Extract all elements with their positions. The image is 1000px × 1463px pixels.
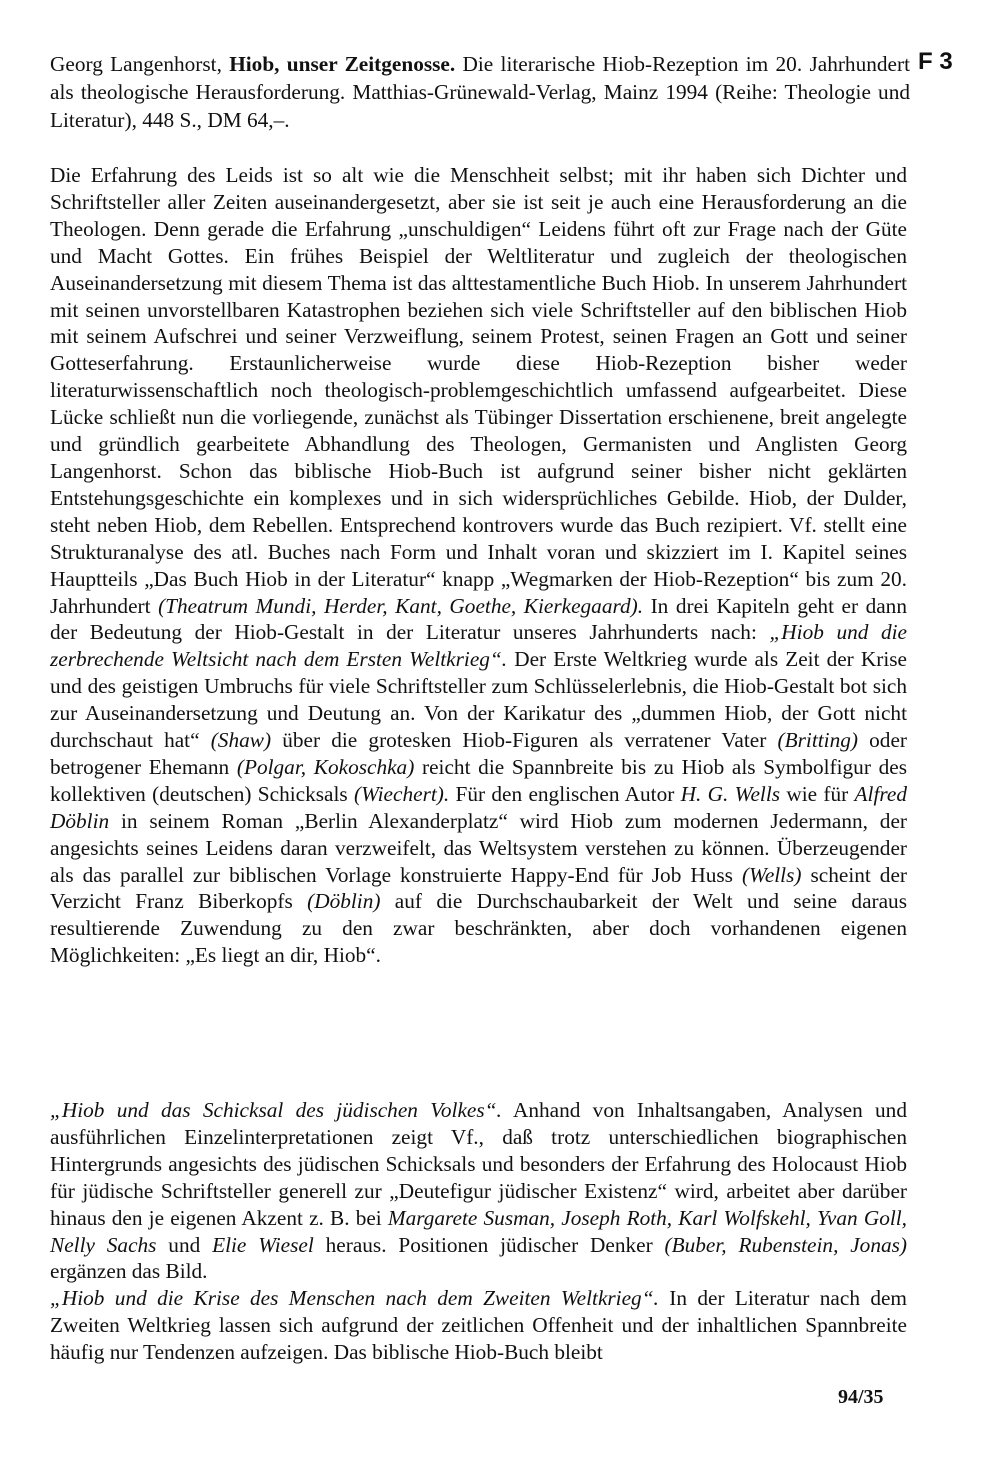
- text-run: und: [156, 1232, 213, 1257]
- section-heading-italic: „Hiob und das Schicksal des jüdischen Volkes“.: [50, 1098, 502, 1122]
- text-run: In der Literatur nach dem Zweiten Weltkrieg lassen sich aufgrund der zeitlichen Offenheit und der inhaltlichen Spannbreite häufig nur Tendenzen aufzeigen. Das biblische Hiob-Buch bleibt: [50, 1286, 907, 1365]
- italic-run: Elie Wiesel: [212, 1232, 314, 1257]
- text-run: Anhand von Inhaltsangaben, Analysen und ausführlichen Einzelinterpretationen zeigt Vf., daß trotz unterschiedlichen biographischen Hintergrunds angesichts des jüdischen Schicksals und besonders der Erfahrung des Holocaust Hiob für jüdische Schriftsteller generell zur „Deutefigur jüdischer Existenz“ wird, arbeitet aber darüber hinaus den je eigenen Akzent z. B. bei: [50, 1098, 907, 1230]
- review-paragraph-intro: [50, 162, 907, 969]
- italic-run: „Hiob und die zerbrechende Weltsicht nach dem Ersten Weltkrieg“.: [50, 620, 907, 672]
- text-run: heraus. Positionen jüdischer Denker: [313, 1232, 665, 1257]
- italic-run: (Britting): [777, 728, 858, 753]
- text-run: auf die Durchschaubarkeit der Welt und seine daraus resultierende Zuwendung zu den zwar beschränkten, aber doch vorhandenen eigenen Möglichkeiten: „Es liegt an dir, Hiob“.: [50, 889, 907, 968]
- italic-run: H. G. Wells: [680, 781, 781, 806]
- italic-run: (Shaw): [210, 728, 272, 753]
- italic-run: Alfred Döblin: [50, 781, 907, 833]
- citation-author: Georg Langenhorst,: [50, 52, 230, 76]
- text-run: ergänzen das Bild.: [50, 1259, 208, 1284]
- text-run: Für den englischen Autor: [449, 781, 681, 806]
- section-code: F 3: [918, 48, 953, 75]
- page-number: 94/35: [838, 1386, 884, 1408]
- text-run: Der Erste Weltkrieg wurde als Zeit der Krise und des geistigen Umbruchs für viele Schriftsteller zum Schlüsselerlebnis, die Hiob-Gestalt bot sich zur Auseinandersetzung und Deutung an. Von der Karikatur des „dummen Hiob, der Gott nicht durchschaut hat“: [50, 647, 907, 753]
- text-run: oder betrogener Ehemann: [50, 728, 907, 779]
- text-run: über die grotesken Hiob-Figuren als verratener Vater: [271, 728, 778, 753]
- text-run: in seinem Roman „Berlin Alexanderplatz“ wird Hiob zum modernen Jedermann, der angesichts seines Leidens daran verzweifelt, das Weltsystem verstehen zu können. Überzeugender als das parallel zur biblischen Vorlage konstruierte Happy-End für Job Huss: [50, 808, 907, 887]
- italic-run: (Buber, Rubenstein, Jonas): [664, 1232, 908, 1257]
- text-run: scheint der Verzicht Franz Biberkopfs: [50, 862, 907, 914]
- text-run: wie für: [780, 781, 855, 806]
- italic-run: (Theatrum Mundi, Herder, Kant, Goethe, Kierkegaard).: [158, 593, 644, 618]
- italic-run: (Wiechert).: [353, 781, 450, 806]
- section-heading-italic: „Hiob und die Krise des Menschen nach dem Zweiten Weltkrieg“.: [50, 1286, 659, 1311]
- italic-run: Margarete Susman, Joseph Roth, Karl Wolfskehl, Yvan Goll, Nelly Sachs: [50, 1205, 907, 1257]
- citation-header: [50, 50, 910, 134]
- citation-title: Hiob, unser Zeitgenosse.: [229, 52, 456, 76]
- text-run: Die Erfahrung des Leids ist so alt wie die Menschheit selbst; mit ihr haben sich Dichter und Schriftsteller aller Zeiten auseinandergesetzt, aber sie ist seit je auch eine Herausforderung an die Theologen. Denn gerade die Erfahrung „unschuldigen“ Leidens führt oft zur Frage nach der Güte und Macht Gottes. Ein frühes Beispiel der Weltliteratur und zugleich der theologischen Auseinandersetzung mit diesem Thema ist das alttestamentliche Buch Hiob. In unserem Jahrhundert mit seinen unvorstellbaren Katastrophen beziehen sich viele Schriftsteller auf den biblischen Hiob mit seinem Aufschrei und seiner Verzweiflung, seinem Protest, seinen Fragen an Gott und seiner Gotteserfahrung. Erstaunlicherweise wurde diese Hiob-Rezeption bisher weder literaturwissenschaftlich noch theologisch-problemgeschichtlich umfassend aufgearbeitet. Diese Lücke schließt nun die vorliegende, zunächst als Tübinger Dissertation erschienene, breit angelegte und gründlich gearbeitete Abhandlung des Theologen, Germanisten und Anglisten Georg Langenhorst. Schon das biblische Hiob-Buch ist aufgrund seiner bisher nicht geklärten Entstehungsgeschichte ein komplexes und in sich widersprüchliches Gebilde. Hiob, der Dulder, steht neben Hiob, dem Rebellen. Entsprechend kontrovers wurde das Buch rezipiert. Vf. stellt eine Strukturanalyse des atl. Buches nach Form und Inhalt voran und skizziert im I. Kapitel seines Hauptteils „Das Buch Hiob in der Literatur“ knapp „Wegmarken der Hiob-Rezeption“ bis zum 20. Jahrhundert: [50, 163, 907, 618]
- citation-details: Die literarische Hiob-Rezeption im 20. Jahrhundert als theologische Herausforderung. Matthias-Grünewald-Verlag, Mainz 1994 (Reihe: Theologie und Literatur), 448 S., DM 64,–.: [50, 52, 910, 132]
- italic-run: (Döblin): [307, 889, 381, 914]
- text-run: In drei Kapiteln geht er dann der Bedeutung der Hiob-Gestalt in der Literatur unseres Jahrhunderts nach:: [50, 593, 907, 645]
- text-run: reicht die Spannbreite bis zu Hiob als Symbolfigur des kollektiven (deutschen) Schicksals: [50, 754, 907, 806]
- italic-run: (Wells): [741, 862, 802, 887]
- italic-run: (Polgar, Kokoschka): [236, 754, 415, 779]
- review-paragraph-jewish-fate: [50, 1097, 907, 1366]
